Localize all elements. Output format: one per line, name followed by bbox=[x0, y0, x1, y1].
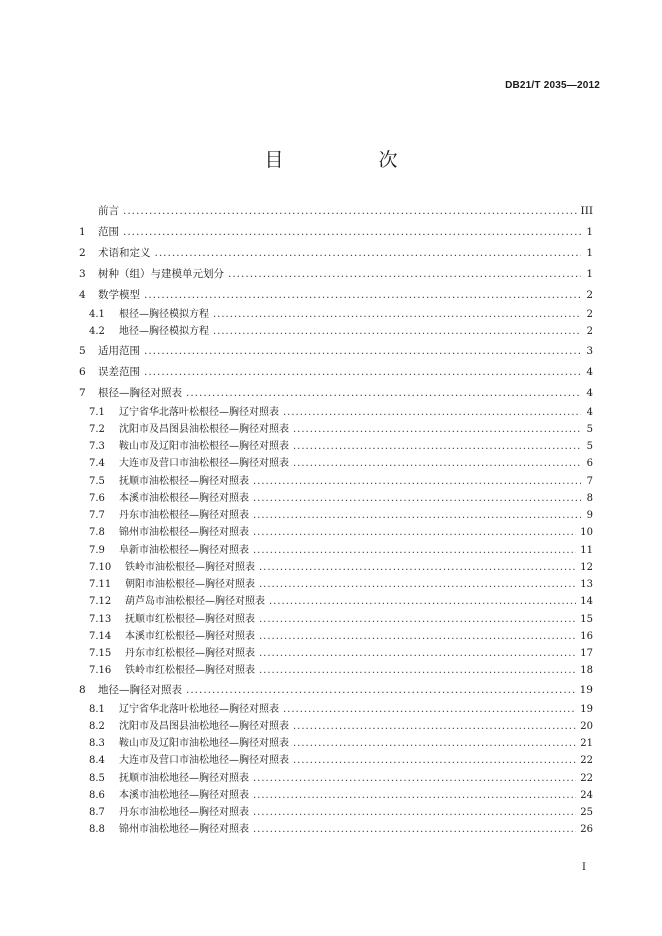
toc-entry[interactable] bbox=[79, 201, 593, 222]
toc-entry[interactable] bbox=[79, 490, 593, 507]
toc-entry-page: 3 bbox=[586, 344, 593, 357]
toc-entry-page: 5 bbox=[586, 423, 593, 435]
toc-entry-number: 8.2 bbox=[89, 720, 105, 732]
toc-entry[interactable] bbox=[79, 362, 593, 383]
dot-leader bbox=[213, 306, 581, 323]
toc-entry[interactable] bbox=[79, 306, 593, 323]
dot-leader bbox=[155, 243, 582, 264]
toc-entry[interactable] bbox=[79, 821, 593, 838]
table-of-contents bbox=[79, 201, 593, 839]
toc-entry-number: 7 bbox=[79, 386, 86, 399]
toc-entry[interactable] bbox=[79, 576, 593, 593]
toc-entry-number: 7.5 bbox=[89, 475, 105, 487]
toc-entry-label: 前言 bbox=[98, 205, 119, 217]
toc-entry-label: 鞍山市及辽阳市油松地径—胸径对照表 bbox=[119, 738, 289, 749]
toc-entry-page: 2 bbox=[586, 326, 593, 338]
toc-entry-number: 7.3 bbox=[89, 441, 105, 452]
toc-entry-label: 辽宁省华北落叶松地径—胸径对照表 bbox=[119, 703, 279, 715]
toc-entry-number: 8.8 bbox=[89, 824, 105, 836]
toc-entry-label: 铁岭市红松根径—胸径对照表 bbox=[125, 665, 255, 677]
toc-entry[interactable] bbox=[79, 662, 593, 679]
toc-entry-page: 15 bbox=[580, 613, 593, 625]
toc-entry-number: 8.5 bbox=[89, 772, 105, 784]
toc-entry-number: 8.7 bbox=[89, 807, 105, 818]
toc-entry-number: 7.6 bbox=[89, 492, 105, 504]
document-code: DB21/T 2035—2012 bbox=[505, 80, 600, 91]
dot-leader bbox=[144, 362, 581, 383]
dot-leader bbox=[186, 680, 576, 701]
dot-leader bbox=[253, 524, 576, 541]
toc-entry-label: 根径—胸径模拟方程 bbox=[119, 309, 209, 320]
toc-entry-page: 1 bbox=[586, 226, 593, 238]
toc-entry[interactable] bbox=[79, 770, 593, 787]
toc-entry-page: 19 bbox=[580, 703, 593, 715]
toc-entry[interactable] bbox=[79, 455, 593, 472]
toc-entry-number: 8.6 bbox=[89, 789, 105, 801]
toc-entry[interactable] bbox=[79, 804, 593, 821]
toc-entry-label: 适用范围 bbox=[98, 344, 140, 357]
toc-entry-label: 沈阳市及昌图县油松根径—胸径对照表 bbox=[119, 423, 289, 435]
dot-leader bbox=[259, 628, 576, 645]
dot-leader bbox=[293, 455, 581, 472]
toc-entry[interactable] bbox=[79, 701, 593, 718]
toc-entry-number: 7.16 bbox=[89, 665, 112, 677]
toc-entry[interactable] bbox=[79, 404, 593, 421]
toc-entry-label: 鞍山市及辽阳市油松根径—胸径对照表 bbox=[119, 441, 289, 452]
toc-entry-page: 26 bbox=[580, 824, 593, 836]
toc-entry-number: 8.4 bbox=[89, 755, 105, 767]
toc-entry-number: 4.2 bbox=[89, 326, 105, 338]
toc-entry-page: 18 bbox=[580, 665, 593, 677]
toc-entry-number: 7.4 bbox=[89, 458, 105, 470]
toc-entry[interactable] bbox=[79, 222, 593, 243]
toc-entry-number: 7.11 bbox=[89, 579, 112, 590]
toc-entry[interactable] bbox=[79, 473, 593, 490]
toc-entry-number: 7.8 bbox=[89, 527, 105, 539]
toc-entry-number: 8.3 bbox=[89, 738, 105, 749]
toc-entry-number: 6 bbox=[79, 365, 86, 378]
toc-entry-page: 22 bbox=[580, 755, 593, 767]
toc-entry-number: 7.1 bbox=[89, 406, 105, 418]
toc-entry[interactable] bbox=[79, 383, 593, 404]
toc-entry-page: 17 bbox=[580, 648, 593, 659]
toc-entry-label: 丹东市油松根径—胸径对照表 bbox=[119, 510, 249, 521]
toc-entry-page: 4 bbox=[586, 365, 593, 378]
toc-entry-label: 抚顺市油松根径—胸径对照表 bbox=[119, 475, 249, 487]
toc-entry-label: 葫芦岛市油松根径—胸径对照表 bbox=[125, 596, 265, 608]
toc-entry-label: 根径—胸径对照表 bbox=[98, 386, 182, 399]
dot-leader bbox=[283, 404, 581, 421]
toc-entry[interactable] bbox=[79, 243, 593, 264]
dot-leader bbox=[253, 821, 576, 838]
toc-entry-page: III bbox=[580, 205, 593, 217]
toc-entry[interactable] bbox=[79, 323, 593, 340]
toc-entry-page: 19 bbox=[579, 683, 593, 696]
toc-entry[interactable] bbox=[79, 341, 593, 362]
dot-leader bbox=[144, 285, 581, 306]
dot-leader bbox=[259, 559, 576, 576]
toc-entry-page: 20 bbox=[580, 720, 593, 732]
toc-entry[interactable] bbox=[79, 628, 593, 645]
toc-entry-page: 4 bbox=[586, 386, 593, 399]
toc-entry-label: 朝阳市油松根径—胸径对照表 bbox=[125, 579, 255, 590]
toc-entry-page: 25 bbox=[580, 807, 593, 818]
toc-entry-page: 5 bbox=[586, 441, 593, 452]
toc-entry-number: 7.10 bbox=[89, 561, 112, 573]
toc-entry[interactable] bbox=[79, 542, 593, 559]
toc-entry[interactable] bbox=[79, 559, 593, 576]
dot-leader bbox=[293, 752, 576, 769]
toc-entry-label: 术语和定义 bbox=[98, 247, 151, 259]
toc-entry-number: 7.12 bbox=[89, 596, 112, 608]
toc-entry-number: 7.13 bbox=[89, 613, 112, 625]
toc-entry-number: 8.1 bbox=[89, 703, 105, 715]
toc-entry-number: 3 bbox=[79, 268, 86, 280]
toc-entry[interactable] bbox=[79, 421, 593, 438]
dot-leader bbox=[253, 542, 576, 559]
dot-leader bbox=[253, 804, 576, 821]
toc-entry-page: 11 bbox=[580, 544, 593, 556]
dot-leader bbox=[253, 490, 581, 507]
toc-entry[interactable] bbox=[79, 787, 593, 804]
dot-leader bbox=[253, 787, 576, 804]
toc-entry-label: 抚顺市油松地径—胸径对照表 bbox=[119, 772, 249, 784]
toc-entry[interactable] bbox=[79, 593, 593, 610]
toc-entry[interactable] bbox=[79, 752, 593, 769]
toc-entry-number: 4.1 bbox=[89, 309, 105, 320]
toc-entry-label: 地径—胸径对照表 bbox=[98, 683, 182, 696]
toc-entry-label: 丹东市油松地径—胸径对照表 bbox=[119, 807, 249, 818]
dot-leader bbox=[253, 473, 581, 490]
toc-entry-page: 14 bbox=[580, 596, 593, 608]
toc-entry-number: 7.7 bbox=[89, 510, 105, 521]
toc-entry[interactable] bbox=[79, 285, 593, 306]
toc-entry-label: 锦州市油松地径—胸径对照表 bbox=[119, 824, 249, 836]
toc-entry-page: 2 bbox=[586, 289, 593, 301]
toc-entry-number: 5 bbox=[79, 344, 86, 357]
toc-entry-number: 7.2 bbox=[89, 423, 105, 435]
dot-leader bbox=[144, 341, 581, 362]
toc-entry-number: 7.15 bbox=[89, 648, 112, 659]
toc-entry-page: 8 bbox=[586, 492, 593, 504]
dot-leader bbox=[123, 201, 577, 222]
toc-entry-label: 沈阳市及昌图县油松地径—胸径对照表 bbox=[119, 720, 289, 732]
toc-entry-page: 4 bbox=[586, 406, 593, 418]
toc-entry-page: 6 bbox=[586, 458, 593, 470]
dot-leader bbox=[283, 701, 576, 718]
dot-leader bbox=[269, 593, 576, 610]
toc-entry-label: 辽宁省华北落叶松根径—胸径对照表 bbox=[119, 406, 279, 418]
dot-leader bbox=[123, 222, 581, 243]
toc-entry[interactable] bbox=[79, 645, 593, 662]
page-number: I bbox=[582, 862, 586, 873]
toc-entry-page: 10 bbox=[580, 527, 593, 539]
toc-entry-page: 1 bbox=[586, 268, 593, 280]
toc-entry-number: 7.9 bbox=[89, 544, 105, 556]
toc-entry-label: 数学模型 bbox=[98, 289, 140, 301]
toc-entry[interactable] bbox=[79, 735, 593, 752]
dot-leader bbox=[228, 264, 581, 285]
toc-entry-page: 7 bbox=[586, 475, 593, 487]
toc-entry-label: 树种（组）与建模单元划分 bbox=[98, 268, 224, 280]
dot-leader bbox=[259, 576, 576, 593]
toc-entry-page: 13 bbox=[580, 579, 593, 590]
dot-leader bbox=[293, 735, 576, 752]
dot-leader bbox=[259, 662, 576, 679]
toc-entry-page: 9 bbox=[586, 510, 593, 521]
toc-entry[interactable] bbox=[79, 264, 593, 285]
toc-entry-page: 12 bbox=[580, 561, 593, 573]
toc-entry[interactable] bbox=[79, 718, 593, 735]
toc-entry-label: 铁岭市油松根径—胸径对照表 bbox=[125, 561, 255, 573]
toc-entry-label: 阜新市油松根径—胸径对照表 bbox=[119, 544, 249, 556]
toc-entry-number: 1 bbox=[79, 226, 86, 238]
dot-leader bbox=[293, 421, 581, 438]
toc-entry-label: 大连市及营口市油松地径—胸径对照表 bbox=[119, 755, 289, 767]
dot-leader bbox=[186, 383, 581, 404]
toc-entry-label: 大连市及营口市油松根径—胸径对照表 bbox=[119, 458, 289, 470]
toc-entry[interactable] bbox=[79, 611, 593, 628]
toc-entry-page: 16 bbox=[580, 630, 593, 642]
dot-leader bbox=[259, 645, 576, 662]
toc-entry[interactable] bbox=[79, 438, 593, 455]
toc-entry-number: 7.14 bbox=[89, 630, 112, 642]
toc-entry-label: 丹东市红松根径—胸径对照表 bbox=[125, 648, 255, 659]
toc-entry-label: 本溪市油松根径—胸径对照表 bbox=[119, 492, 249, 504]
toc-entry-page: 22 bbox=[580, 772, 593, 784]
toc-entry-number: 8 bbox=[79, 683, 86, 696]
toc-entry-page: 2 bbox=[586, 309, 593, 320]
toc-entry-page: 21 bbox=[580, 738, 593, 749]
dot-leader bbox=[213, 323, 581, 340]
toc-entry-label: 范围 bbox=[98, 226, 119, 238]
toc-entry-label: 本溪市红松根径—胸径对照表 bbox=[125, 630, 255, 642]
toc-entry-label: 抚顺市红松根径—胸径对照表 bbox=[125, 613, 255, 625]
dot-leader bbox=[293, 438, 581, 455]
dot-leader bbox=[253, 507, 581, 524]
dot-leader bbox=[293, 718, 576, 735]
toc-entry[interactable] bbox=[79, 507, 593, 524]
toc-entry-label: 地径—胸径模拟方程 bbox=[119, 326, 209, 338]
toc-entry-page: 1 bbox=[586, 247, 593, 259]
page-title: 目 次 bbox=[264, 149, 436, 171]
toc-entry[interactable] bbox=[79, 524, 593, 541]
toc-entry-page: 24 bbox=[580, 789, 593, 801]
toc-entry-label: 本溪市油松地径—胸径对照表 bbox=[119, 789, 249, 801]
toc-entry-number: 2 bbox=[79, 247, 86, 259]
dot-leader bbox=[259, 611, 576, 628]
toc-entry[interactable] bbox=[79, 680, 593, 701]
toc-entry-number: 4 bbox=[79, 289, 86, 301]
toc-entry-label: 误差范围 bbox=[98, 365, 140, 378]
dot-leader bbox=[253, 770, 576, 787]
toc-entry-label: 锦州市油松根径—胸径对照表 bbox=[119, 527, 249, 539]
